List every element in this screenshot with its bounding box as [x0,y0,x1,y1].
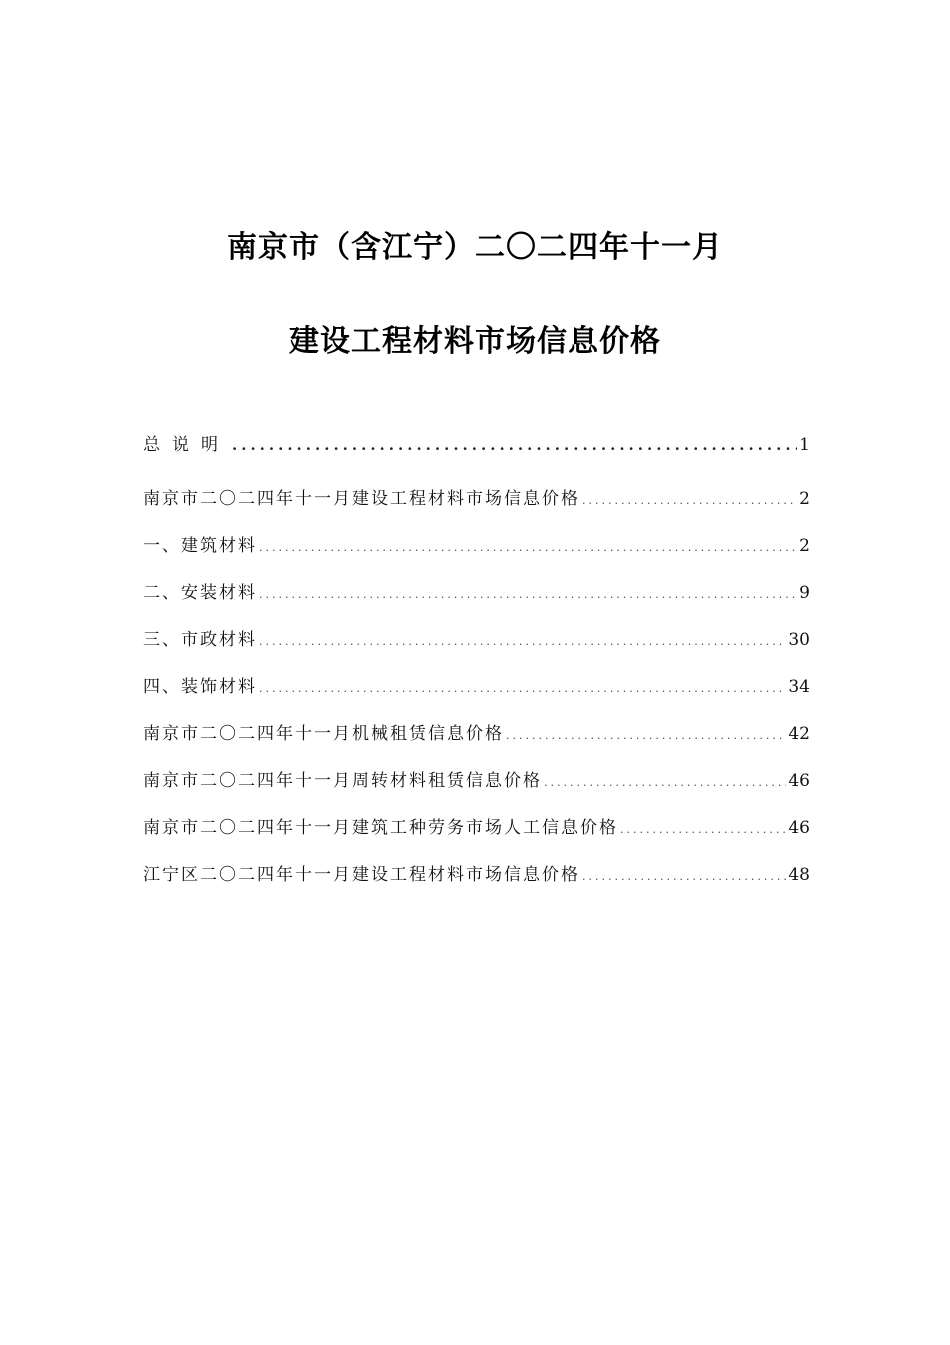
toc-dot-leader [544,776,786,789]
toc-entry-label: 南京市二〇二四年十一月建筑工种劳务市场人工信息价格 [143,818,618,838]
toc-entry-label: 三、市政材料 [143,630,257,650]
toc-dot-leader [506,729,786,742]
toc-dot-leader [620,823,786,836]
toc-entry-label: 南京市二〇二四年十一月机械租赁信息价格 [143,724,504,744]
table-of-contents [143,430,810,907]
toc-entry-label: 总说明 [143,435,230,455]
toc-entry-municipal-materials[interactable] [143,625,810,672]
document-title-line-2: 建设工程材料市场信息价格 [289,324,661,359]
toc-dot-leader [259,635,786,648]
toc-dot-leader [232,436,797,454]
toc-entry-building-materials[interactable] [143,531,810,578]
toc-entry-label: 南京市二〇二四年十一月建设工程材料市场信息价格 [143,489,580,509]
toc-entry-labor-prices[interactable] [143,813,810,860]
toc-entry-general-notes[interactable] [143,430,810,484]
toc-dot-leader [259,682,786,695]
toc-dot-leader [259,588,797,601]
toc-entry-label: 一、建筑材料 [143,536,257,556]
toc-entry-nanjing-materials[interactable] [143,484,810,531]
toc-entry-page: 1 [799,435,810,455]
toc-entry-label: 南京市二〇二四年十一月周转材料租赁信息价格 [143,771,542,791]
toc-entry-page: 2 [799,536,810,556]
toc-entry-label: 四、装饰材料 [143,677,257,697]
toc-entry-jiangning-materials[interactable] [143,860,810,907]
toc-entry-machinery-leasing[interactable] [143,719,810,766]
toc-entry-page: 48 [788,865,810,885]
toc-entry-label: 江宁区二〇二四年十一月建设工程材料市场信息价格 [143,865,580,885]
toc-dot-leader [259,541,797,554]
toc-entry-decoration-materials[interactable] [143,672,810,719]
toc-entry-page: 30 [788,630,810,650]
toc-entry-installation-materials[interactable] [143,578,810,625]
toc-dot-leader [582,870,786,883]
toc-entry-page: 9 [799,583,810,603]
toc-entry-page: 46 [788,818,810,838]
toc-entry-turnover-materials-leasing[interactable] [143,766,810,813]
toc-entry-page: 46 [788,771,810,791]
toc-dot-leader [582,494,797,507]
toc-entry-page: 2 [799,489,810,509]
toc-entry-page: 34 [788,677,810,697]
toc-entry-label: 二、安装材料 [143,583,257,603]
document-title-line-1: 南京市（含江宁）二〇二四年十一月 [227,230,723,265]
toc-entry-page: 42 [788,724,810,744]
